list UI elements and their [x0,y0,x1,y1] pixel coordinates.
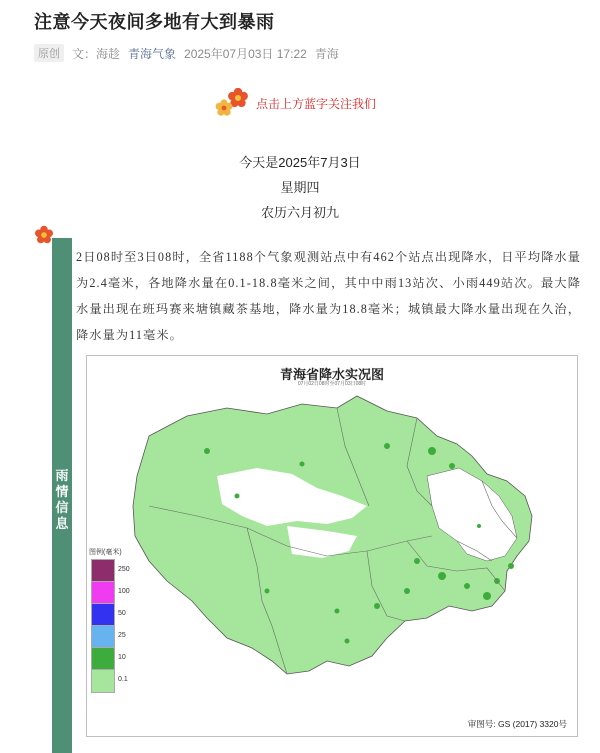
weekday-line: 星期四 [280,180,320,195]
legend-value: 10 [118,654,126,661]
legend-value: 100 [118,588,130,595]
follow-text: 点击上方蓝字关注我们 [256,96,377,111]
legend-swatch [91,603,115,627]
map-title: 青海省降水实况图 [279,367,384,382]
article-title: 注意今天夜间多地有大到暴雨 [34,12,275,32]
author: 文：海趁 [72,46,121,61]
rain-report-paragraph: 2日08时至3日08时，全省1188个气象观测站点中有462个站点出现降水，日平均降水量为2.4毫米，各地降水量在0.1-18.8毫米之间，其中中雨13站次、小雨449站次。最大降水量出现在班玛赛来塘镇藏茶基地，降水量为18.8毫米；城镇最大降水量出现在久治，降水量为11毫米。 [76,250,581,342]
publish-datetime: 2025年07月03日 17:22 [184,46,307,61]
date-block [0,150,600,225]
account-name-link[interactable]: 青海气象 [128,46,177,61]
section-flower-icon [33,224,55,246]
legend-row [89,625,137,647]
legend-value: 25 [118,632,126,639]
legend-swatch [91,669,115,693]
map-subtitle: 07月02日08时至07月03日08时 [297,381,367,387]
map-approval-number: 审图号: GS (2017) 3320号 [467,719,567,729]
legend-swatch [91,625,115,649]
legend-row [89,669,137,691]
legend-swatch [91,559,115,583]
legend-value: 0.1 [118,676,128,683]
lunar-date-line: 农历六月初九 [260,205,339,220]
legend-value: 250 [118,566,130,573]
article-meta [34,44,339,62]
legend-swatch [91,647,115,671]
precipitation-map [86,355,578,737]
legend-row [89,559,137,581]
date-line: 今天是2025年7月3日 [239,155,361,170]
follow-prompt[interactable] [214,88,376,118]
qinghai-map [87,356,577,736]
section-label: 雨情信息 [55,468,69,531]
legend-value: 50 [118,610,126,617]
legend-title: 图例(毫米) [89,549,122,556]
legend-row [89,581,137,603]
original-badge: 原创 [34,44,64,62]
legend-row [89,647,137,669]
flower-icon [214,88,250,118]
publish-location: 青海 [314,46,339,61]
map-legend [89,547,137,691]
legend-row [89,603,137,625]
legend-swatch [91,581,115,605]
